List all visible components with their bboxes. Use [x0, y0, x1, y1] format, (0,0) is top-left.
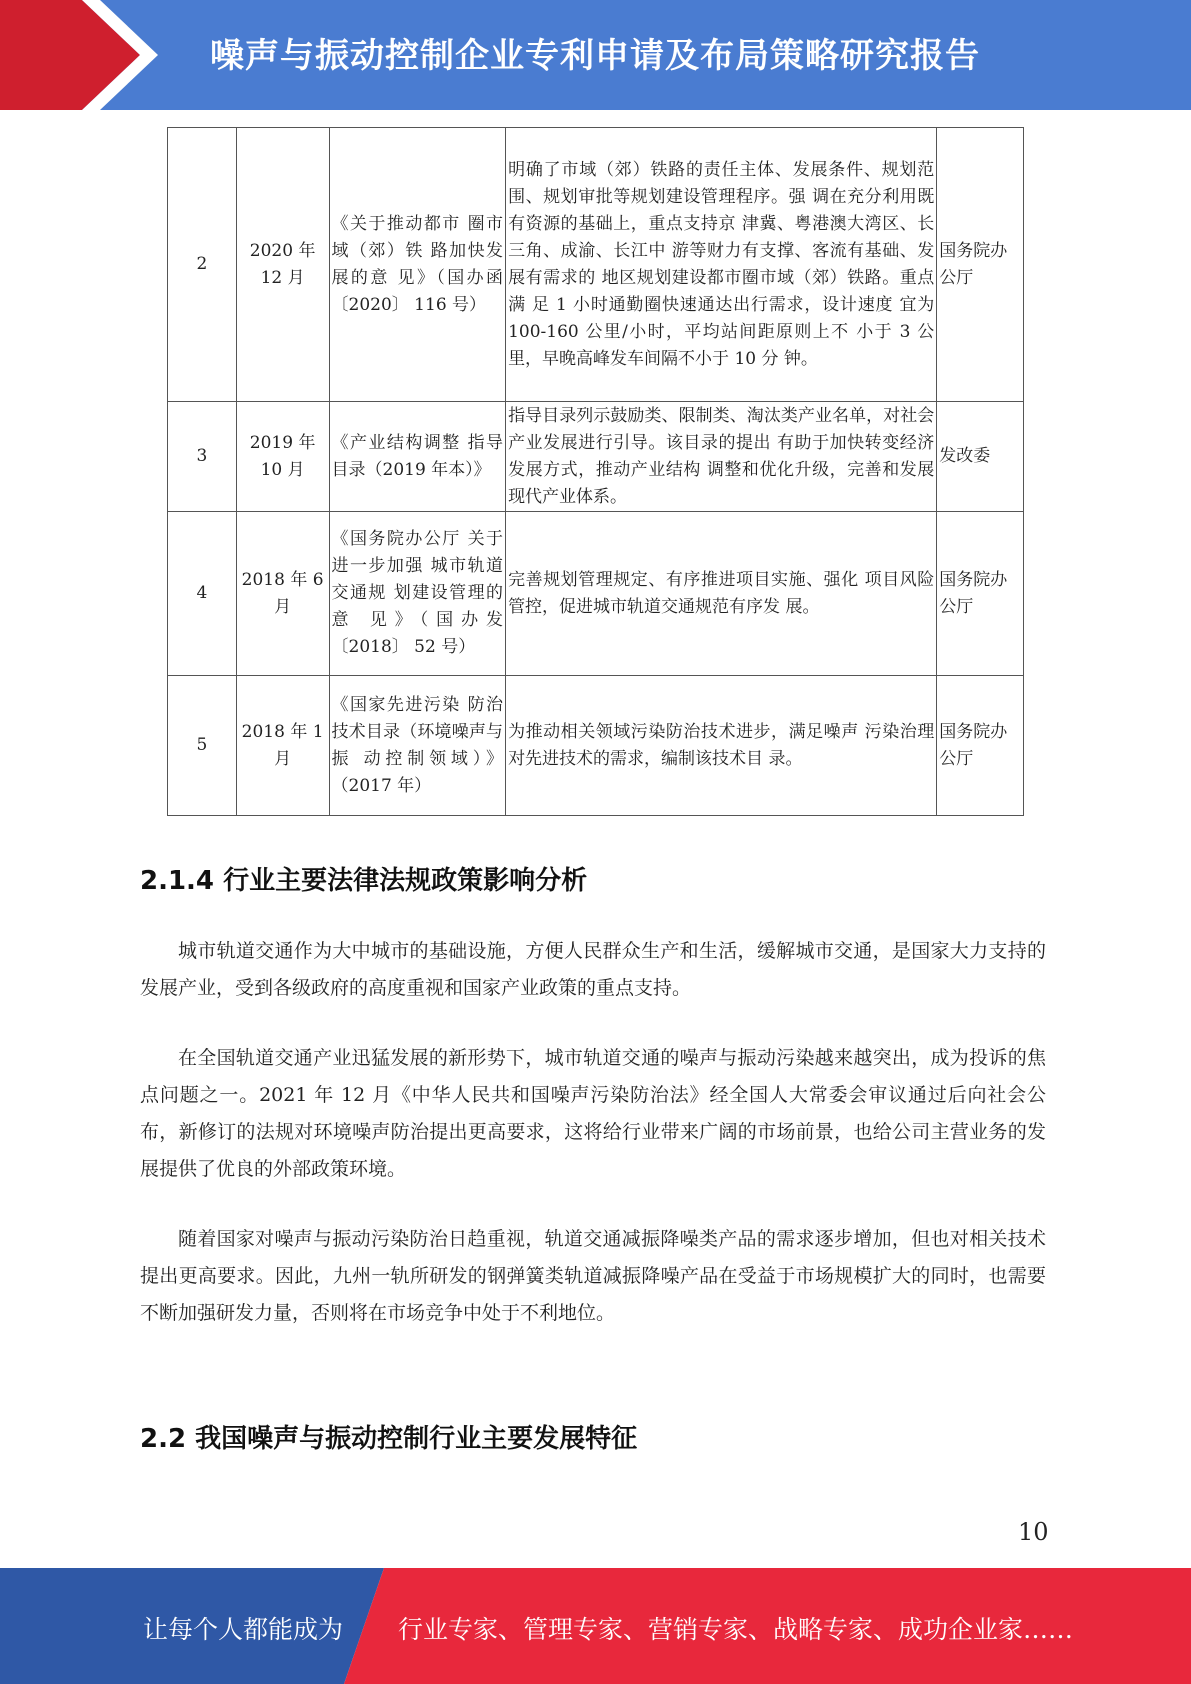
footer-slogan-right: 行业专家、管理专家、营销专家、战略专家、成功企业家…… [398, 1615, 1074, 1644]
row-department: 国务院办公厅 [937, 676, 1024, 816]
table-row [168, 512, 1024, 676]
page-number: 10 [1018, 1518, 1049, 1546]
page-header [0, 0, 1191, 110]
row-description: 指导目录列示鼓励类、限制类、淘汰类产业名单，对社会产业发展进行引导。该目录的提出 有助于加快转变经济发展方式，推动产业结构 调整和优化升级，完善和发展现代产业体系。 [506, 402, 937, 512]
body-paragraph: 随着国家对噪声与振动污染防治日趋重视，轨道交通减振降噪类产品的需求逐步增加，但也对相关技术提出更高要求。因此，九州一轨所研发的钢弹簧类轨道减振降噪产品在受益于市场规模扩大的同时，也需要不断加强研发力量，否则将在市场竞争中处于不利地位。 [140, 1228, 1046, 1324]
section-heading-2-1-4: 2.1.4 行业主要法律法规政策影响分析 [140, 866, 588, 896]
row-policy-name: 《国务院办公厅 关于进一步加强 城市轨道交通规 划建设管理的意 见》（国办发〔2018〕 52 号） [329, 512, 506, 676]
row-policy-name: 《产业结构调整 指导目录（2019 年本）》 [329, 402, 506, 512]
header-title: 噪声与振动控制企业专利申请及布局策略研究报告 [210, 36, 980, 76]
row-date: 2019 年 10 月 [236, 402, 329, 512]
body-paragraph: 城市轨道交通作为大中城市的基础设施，方便人民群众生产和生活，缓解城市交通，是国家大力支持的发展产业，受到各级政府的高度重视和国家产业政策的重点支持。 [140, 940, 1046, 999]
row-department: 国务院办公厅 [937, 512, 1024, 676]
row-date: 2018 年 1 月 [236, 676, 329, 816]
section-heading-2-2: 2.2 我国噪声与振动控制行业主要发展特征 [140, 1424, 638, 1454]
row-number: 2 [168, 128, 237, 402]
row-description: 完善规划管理规定、有序推进项目实施、强化 项目风险管控，促进城市轨道交通规范有序发 展。 [506, 512, 937, 676]
row-department: 发改委 [937, 402, 1024, 512]
footer-slogan-left: 让每个人都能成为 [143, 1615, 344, 1644]
row-number: 4 [168, 512, 237, 676]
row-date: 2018 年 6 月 [236, 512, 329, 676]
row-number: 3 [168, 402, 237, 512]
body-paragraph: 在全国轨道交通产业迅猛发展的新形势下，城市轨道交通的噪声与振动污染越来越突出，成为投诉的焦点问题之一。2021 年 12 月《中华人民共和国噪声污染防治法》经全国人大常委会审议通过后向社会公布，新修订的法规对环境噪声防治提出更高要求，这将给行业带来广阔的市场前景，也给公司主营业务的发展提供了优良的外部政策环境。 [140, 1047, 1046, 1180]
table-row [168, 402, 1024, 512]
row-policy-name: 《关于推动都市 圈市域（郊）铁 路加快发展的意 见》（国办函〔2020〕 116 号） [329, 128, 506, 402]
page-footer [0, 1568, 1191, 1684]
row-description: 为推动相关领域污染防治技术进步，满足噪声 污染治理对先进技术的需求，编制该技术目 录。 [506, 676, 937, 816]
row-policy-name: 《国家先进污染 防治技术目录（环境噪声与振 动控制领域）》（2017 年） [329, 676, 506, 816]
row-description: 明确了市域（郊）铁路的责任主体、发展条件、规划范围、规划审批等规划建设管理程序。强 调在充分利用既有资源的基础上，重点支持京 津冀、粤港澳大湾区、长三角、成渝、长江中 游等财力有支撑、客流有基础、发展有需求的 地区规划建设都市圈市域（郊）铁路。重点满 足 1 小时通勤圈快速通达出行需求，设计速度 宜为 100-160 公里/小时，平均站间距原则上不 小于 3 公里，早晚高峰发车间隔不小于 10 分 钟。 [506, 128, 937, 402]
row-department: 国务院办公厅 [937, 128, 1024, 402]
row-number: 5 [168, 676, 237, 816]
table-row [168, 676, 1024, 816]
table-row [168, 128, 1024, 402]
policy-table [167, 127, 1024, 816]
row-date: 2020 年 12 月 [236, 128, 329, 402]
